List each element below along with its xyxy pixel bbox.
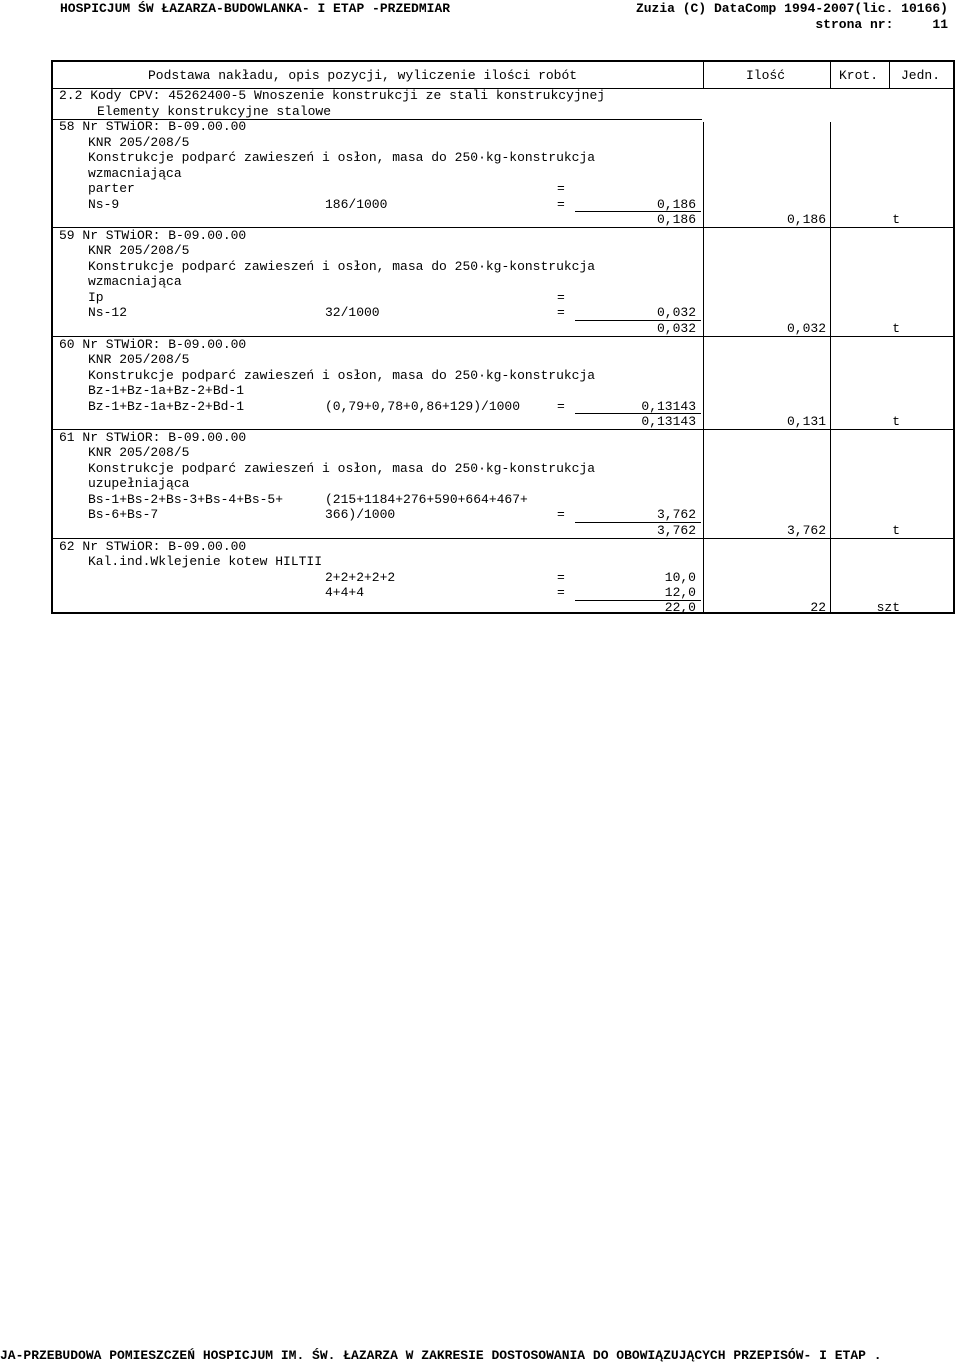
calc-formula: (215+1184+276+590+664+467+ [325, 491, 528, 507]
page-number-line [815, 17, 948, 32]
calc-equals: = [557, 585, 565, 600]
calc-formula: (0,79+0,78+0,86+129)/1000 [325, 398, 521, 414]
calc-value: 12,0 [664, 585, 696, 600]
item-description: Kal.ind.Wklejenie kotew HILTII [88, 554, 323, 569]
item-knr: KNR 205/208/5 [88, 243, 190, 258]
quantity-sum: 0,13143 [641, 414, 696, 429]
calc-value: 0,186 [656, 196, 696, 212]
item-description: Konstrukcje podparć zawieszeń i osłon, masa do 250·kg-konstrukcja [88, 150, 596, 165]
unit-value: t [892, 414, 900, 429]
calc-value: 10,0 [664, 569, 696, 585]
item-heading: 62 Nr STWiOR: B-09.00.00 [59, 538, 247, 554]
item-description: Konstrukcje podparć zawieszeń i osłon, masa do 250·kg-konstrukcja [88, 258, 596, 274]
column-header-quantity: Ilość [746, 68, 786, 83]
calc-label: Ip [88, 289, 104, 305]
item-knr: KNR 205/208/5 [88, 445, 190, 460]
calc-value: 0,13143 [641, 398, 696, 414]
multiplier-value: 0,131 [786, 414, 826, 429]
item-knr: KNR 205/208/5 [88, 352, 190, 367]
calc-value: 0,032 [656, 305, 696, 320]
item-heading: 59 Nr STWiOR: B-09.00.00 [59, 227, 247, 243]
calc-formula: 4+4+4 [325, 585, 365, 600]
document-footer: JA-PRZEBUDOWA POMIESZCZEŃ HOSPICJUM IM. ŚW. ŁAZARZA W ZAKRESIE DOSTOSOWANIA DO OBOWIĄZUJĄCYCH PRZEPISÓW- I ETAP . [0, 1348, 882, 1363]
item-heading: 60 Nr STWiOR: B-09.00.00 [59, 336, 247, 352]
column-header-unit: Jedn. [901, 68, 941, 83]
calc-label: Ns-9 [88, 196, 120, 212]
calc-label: Ns-12 [88, 305, 128, 320]
calc-formula: 32/1000 [325, 305, 380, 320]
item-description-cont: uzupełniająca [88, 476, 190, 491]
multiplier-value: 22 [810, 600, 826, 615]
calc-equals: = [557, 196, 565, 212]
item-description-cont: wzmacniająca [88, 165, 182, 181]
multiplier-value: 3,762 [786, 522, 826, 538]
calc-label: Bz-1+Bz-1a+Bz-2+Bd-1 [88, 398, 245, 414]
header-divider-unit [889, 62, 890, 89]
multiplier-value: 0,032 [786, 320, 826, 336]
header-divider-krot [830, 62, 831, 89]
calc-equals: = [557, 569, 565, 585]
calc-equals: = [557, 305, 565, 320]
quantity-sum: 3,762 [656, 522, 696, 538]
page-label: strona nr: [815, 17, 894, 32]
multiplier-value: 0,186 [786, 212, 826, 227]
software-credit: Zuzia (C) DataComp 1994-2007(lic. 10166) [635, 1, 948, 16]
unit-value: szt [876, 600, 900, 615]
quantity-sum: 0,032 [656, 320, 696, 336]
document-title: HOSPICJUM ŚW ŁAZARZA-BUDOWLANKA- I ETAP -PRZEDMIAR [60, 1, 451, 16]
calc-formula: 366)/1000 [325, 507, 396, 522]
section-subheading: Elementy konstrukcyjne stalowe [97, 103, 332, 119]
calc-equals: = [557, 181, 565, 196]
item-description: Konstrukcje podparć zawieszeń i osłon, masa do 250·kg-konstrukcja [88, 460, 596, 476]
item-knr: KNR 205/208/5 [88, 134, 190, 150]
section-heading: 2.2 Kody CPV: 45262400-5 Wnoszenie konstrukcji ze stali konstrukcyjnej [59, 88, 606, 103]
calc-equals: = [557, 398, 565, 414]
calc-label: Bs-6+Bs-7 [88, 507, 159, 522]
item-description-cont: wzmacniająca [88, 274, 182, 289]
calc-label: Bs-1+Bs-2+Bs-3+Bs-4+Bs-5+ [88, 491, 284, 507]
column-header-description: Podstawa nakładu, opis pozycji, wyliczenie ilości robót [148, 68, 578, 83]
item-description: Konstrukcje podparć zawieszeń i osłon, masa do 250·kg-konstrukcja [88, 367, 596, 383]
column-header-multiplier: Krot. [839, 68, 879, 83]
unit-value: t [892, 212, 900, 227]
unit-value: t [892, 522, 900, 538]
calc-equals: = [557, 289, 565, 305]
item-description-cont: Bz-1+Bz-1a+Bz-2+Bd-1 [88, 383, 245, 398]
calc-label: parter [88, 181, 135, 196]
item-heading: 61 Nr STWiOR: B-09.00.00 [59, 429, 247, 445]
calc-formula: 2+2+2+2+2 [325, 569, 396, 585]
calc-value: 3,762 [656, 507, 696, 522]
quantity-sum: 0,186 [656, 212, 696, 227]
calc-formula: 186/1000 [325, 196, 388, 212]
calc-equals: = [557, 507, 565, 522]
page-number: 11 [932, 17, 948, 32]
header-divider-qty [703, 62, 704, 89]
quantity-sum: 22,0 [664, 600, 696, 615]
item-heading: 58 Nr STWiOR: B-09.00.00 [59, 119, 247, 134]
unit-value: t [892, 320, 900, 336]
